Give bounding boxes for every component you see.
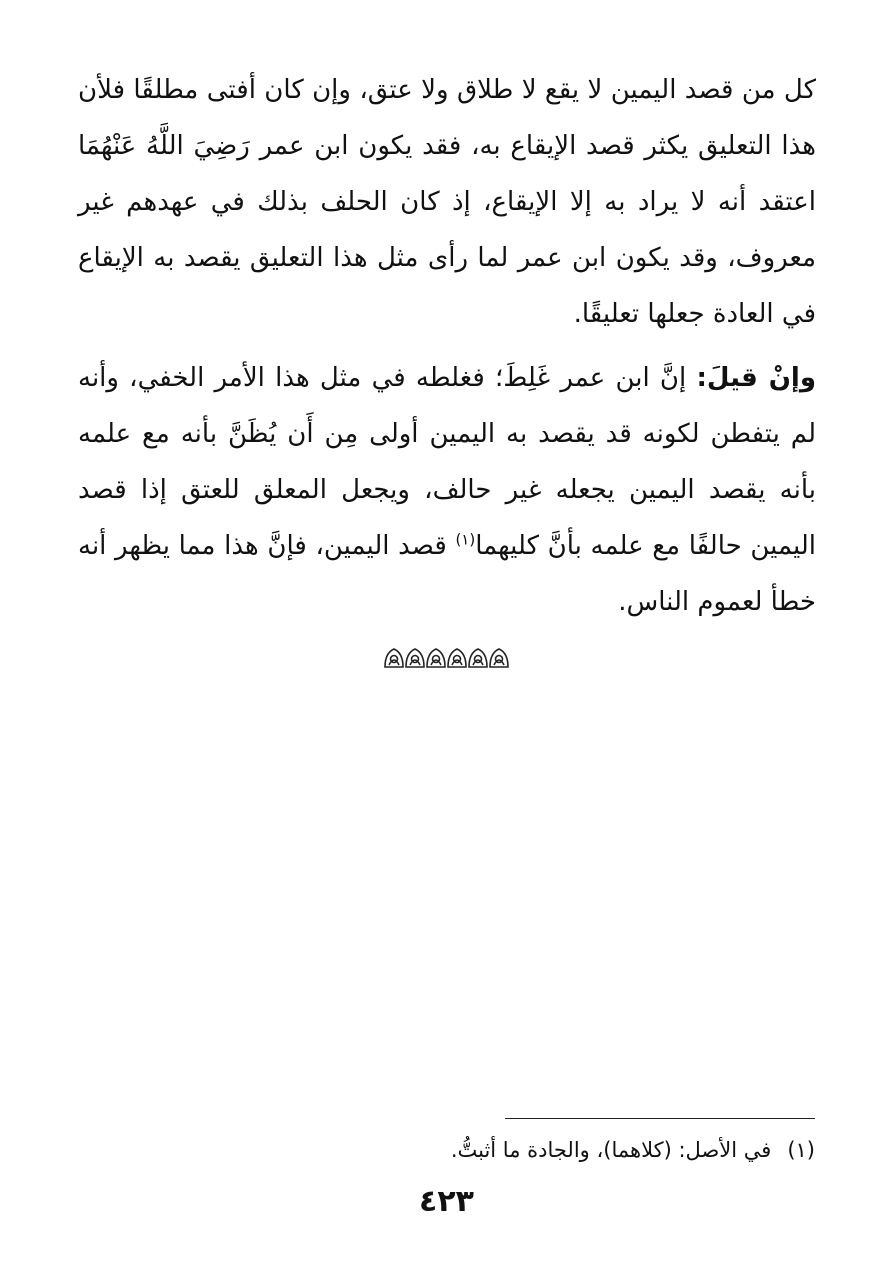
page-number: ٤٢٣ (419, 1184, 474, 1219)
paragraph-2-tail: قصد اليمين، فإنَّ هذا مما يظهر أنه خطأ لعموم الناس. (78, 531, 816, 617)
paragraph-2-lead: وإنْ قيلَ: (696, 363, 817, 393)
paragraph-2-text: إنَّ ابن عمر غَلِطَ؛ فغلطه في مثل هذا الأمر الخفي، وأنه لم يتفطن لكونه قد يقصد به اليمين أولى مِن أَن يُظَنَّ بأنه مع علمه بأنه يقصد اليمين يجعله غير حالف، ويجعل المعلق للعتق إذا قصد اليمين حالفًا مع علمه بأنَّ كليهما (78, 363, 816, 561)
footnote-text: في الأصل: (كلاهما)، والجادة ما أثبتُّ. (450, 1138, 772, 1162)
paragraph-1: كل من قصد اليمين لا يقع لا طلاق ولا عتق، وإن كان أفتى مطلقًا فلأن هذا التعليق يكثر قصد الإيقاع به، فقد يكون ابن عمر رَضِيَ اللَّهُ عَنْهُمَا اعتقد أنه لا يراد به إلا الإيقاع، إذ كان الحلف بذلك في عهدهم غير معروف، وقد يكون ابن عمر لما رأى مثل هذا التعليق يقصد به الإيقاع في العادة جعلها تعليقًا. (78, 75, 816, 329)
footnote-divider (505, 1118, 815, 1119)
footnote-marker[interactable]: (١) (455, 530, 476, 549)
footnote-number: (١) (787, 1138, 815, 1162)
paragraph-2 (78, 350, 816, 630)
page-body (78, 62, 816, 674)
floral-ornament-icon (78, 644, 816, 674)
footnote-1 (115, 1130, 815, 1170)
